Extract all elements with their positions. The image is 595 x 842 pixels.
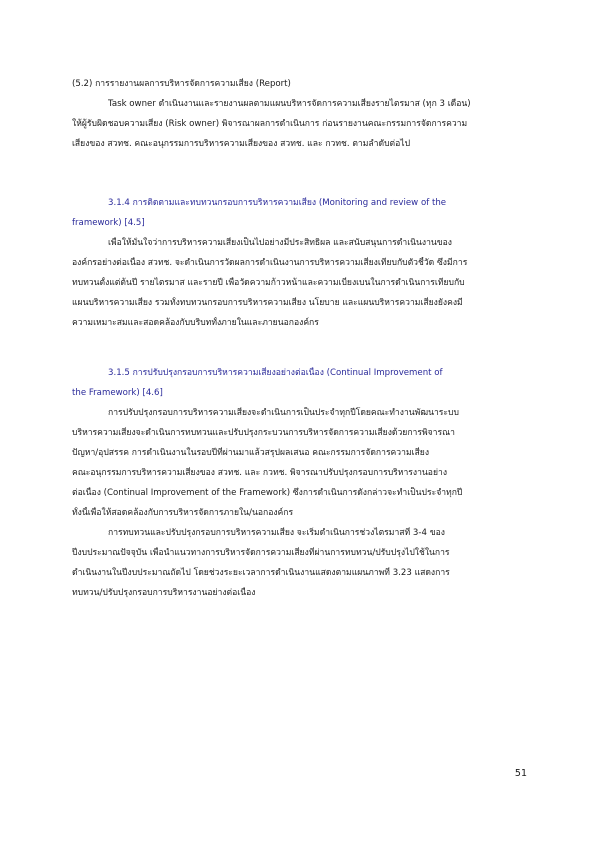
paragraph-line: การทบทวนและปรับปรุงกรอบการบริหารความเสี่ยง จะเริ่มดำเนินการช่วงไตรมาสที่ 3-4 ของ (108, 528, 445, 538)
paragraph-line: ทั้งนี้เพื่อให้สอดคล้องกับการบริหารจัดการภายใน/นอกองค์กร (72, 508, 294, 518)
paragraph-line: ต่อเนื่อง (Continual Improvement of the Framework) ซึ่งการดำเนินการดังกล่าวจะทำเป็นประจำทุกปี (72, 488, 463, 498)
paragraph-line: เพื่อให้มั่นใจว่าการบริหารความเสี่ยงเป็นไปอย่างมีประสิทธิผล และสนับสนุนการดำเนินงานของ (108, 238, 453, 248)
section-3-1-4-heading: 3.1.4 การติดตามและทบทวนกรอบการบริหารความเสี่ยง (Monitoring and review of the (108, 198, 447, 208)
section-3-1-5-heading: 3.1.5 การปรับปรุงกรอบการบริหารความเสี่ยงอย่างต่อเนื่อง (Continual Improvement of (108, 368, 443, 378)
paragraph-line: ทบทวน/ปรับปรุงกรอบการบริหารงานอย่างต่อเนื่อง (72, 588, 256, 598)
paragraph-line: ปีงบประมาณปัจจุบัน เพื่อนำแนวทางการบริหารจัดการความเสี่ยงที่ผ่านการทบทวน/ปรับปรุงไปใช้ในการ (72, 548, 450, 558)
paragraph-line: บริหารความเสี่ยงจะดำเนินการทบทวนและปรับปรุงกระบวนการบริหารจัดการความเสี่ยงด้วยการพิจารณา (72, 428, 455, 438)
paragraph-line: ปัญหา/อุปสรรค การดำเนินงานในรอบปีที่ผ่านมาแล้วสรุปผลเสนอ คณะกรรมการจัดการความเสี่ยง (72, 448, 430, 458)
section-3-1-4-heading-cont: framework) [4.5] (72, 218, 145, 228)
paragraph-line: Task owner ดำเนินงานและรายงานผลตามแผนบริหารจัดการความเสี่ยงรายไตรมาส (ทุก 3 เดือน) (108, 99, 471, 109)
page-number: 51 (514, 768, 527, 779)
section-3-1-5-heading-cont: the Framework) [4.6] (72, 388, 163, 398)
paragraph-line: องค์กรอย่างต่อเนื่อง สวทช. จะดำเนินการวัดผลการดำเนินงานการบริหารความเสี่ยงเทียบกับตัวชี้วัด ซึ่งมีการ (72, 258, 468, 268)
paragraph-line: ดำเนินงานในปีงบประมาณถัดไป โดยช่วงระยะเวลาการดำเนินงานแสดงตามแผนภาพที่ 3.23 แสดงการ (72, 568, 450, 578)
paragraph-line: เสี่ยงของ สวทช. คณะอนุกรรมการบริหารความเสี่ยงของ สวทช. และ กวทช. ตามลำดับต่อไป (72, 139, 411, 149)
paragraph-line: ให้ผู้รับผิดชอบความเสี่ยง (Risk owner) พิจารณาผลการดำเนินการ ก่อนรายงานคณะกรรมการจัดการความ (72, 119, 468, 129)
paragraph-line: แผนบริหารความเสี่ยง รวมทั้งทบทวนกรอบการบริหารความเสี่ยง นโยบาย และแผนบริหารความเสี่ยงยังคงมี (72, 298, 463, 308)
paragraph-line: ความเหมาะสมและสอดคล้องกับบริบททั้งภายในและภายนอกองค์กร (72, 318, 319, 328)
paragraph-line: คณะอนุกรรมการบริหารความเสี่ยงของ สวทช. และ กวทช. พิจารณาปรับปรุงกรอบการบริหารงานอย่าง (72, 468, 448, 478)
paragraph-line: ทบทวนตั้งแต่ต้นปี รายไตรมาส และรายปี เพื่อวัดความก้าวหน้าและความเบี่ยงเบนในการดำเนินการเทียบกับ (72, 278, 465, 288)
paragraph-line: การปรับปรุงกรอบการบริหารความเสี่ยงจะดำเนินการเป็นประจำทุกปีโดยคณะทำงานพัฒนาระบบ (108, 408, 459, 418)
section-5-2-title: (5.2) การรายงานผลการบริหารจัดการความเสี่ยง (Report) (72, 79, 291, 89)
